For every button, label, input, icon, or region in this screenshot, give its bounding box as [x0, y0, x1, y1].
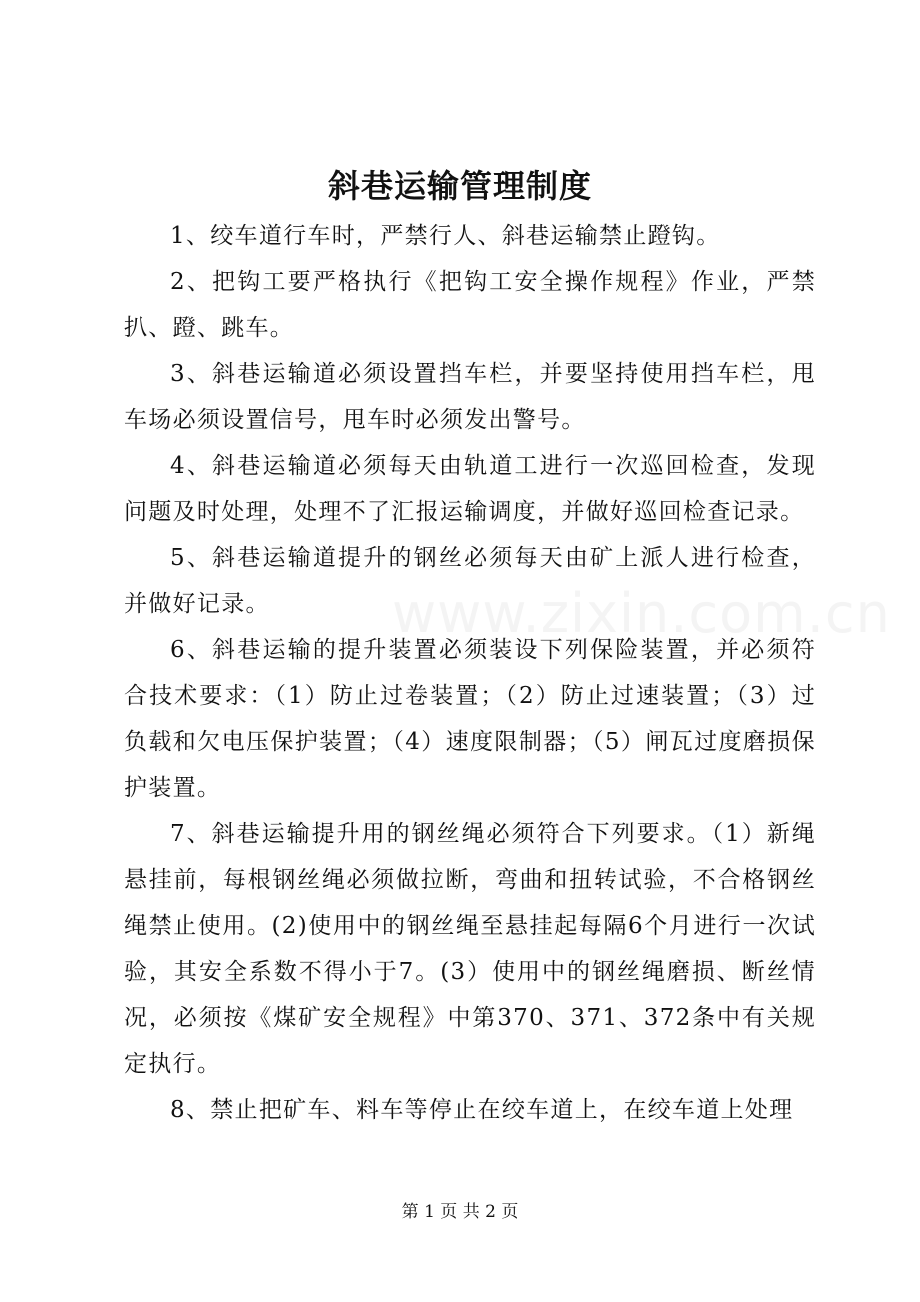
- paragraph-5: 5、斜巷运输道提升的钢丝必须每天由矿上派人进行检查，并做好记录。: [124, 545, 816, 617]
- paragraph-3: 3、斜巷运输道必须设置挡车栏，并要坚持使用挡车栏，甩车场必须设置信号，甩车时必须发出警号。: [124, 361, 816, 433]
- paragraph-4: 4、斜巷运输道必须每天由轨道工进行一次巡回检查，发现问题及时处理，处理不了汇报运输调度，并做好巡回检查记录。: [124, 453, 816, 525]
- paragraph-8: 8、禁止把矿车、料车等停止在绞车道上，在绞车道上处理: [170, 1097, 794, 1123]
- paragraph-2: 2、把钩工要严格执行《把钩工安全操作规程》作业，严禁扒、蹬、跳车。: [124, 269, 816, 341]
- watermark: www.zixin.com.cn: [392, 582, 891, 645]
- paragraph-7: 7、斜巷运输提升用的钢丝绳必须符合下列要求。（1）新绳悬挂前，每根钢丝绳必须做拉断，弯曲和扭转试验，不合格钢丝绳禁止使用。(2)使用中的钢丝绳至悬挂起每隔6个月进行一次试验，其安全系数不得小于7。(3）使用中的钢丝绳磨损、断丝情况，必须按《煤矿安全规程》中第370、371、372条中有关规定执行。: [124, 821, 816, 1077]
- paragraph-1: 1、绞车道行车时，严禁行人、斜巷运输禁止蹬钩。: [170, 223, 721, 249]
- page-footer: 第 1 页 共 2 页: [401, 1202, 519, 1222]
- paragraph-6: 6、斜巷运输的提升装置必须装设下列保险装置，并必须符合技术要求：（1）防止过卷装置；（2）防止过速装置；（3）过负载和欠电压保护装置；（4）速度限制器；（5）闸瓦过度磨损保护装置。: [124, 637, 816, 801]
- document-title: 斜巷运输管理制度: [327, 167, 592, 205]
- document-body: [124, 213, 816, 1133]
